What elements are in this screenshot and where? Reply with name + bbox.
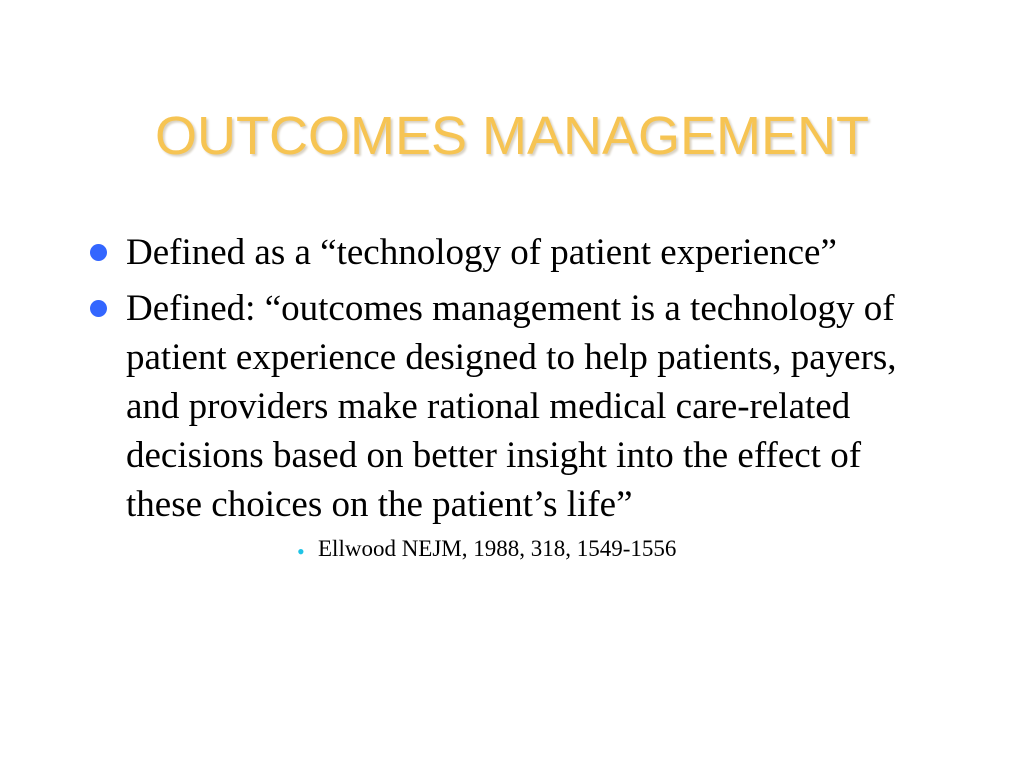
bullet-dot-icon <box>90 244 107 261</box>
slide-title: OUTCOMES MANAGEMENT <box>154 106 870 166</box>
bullet-text: Defined as a “technology of patient experience” <box>126 232 837 273</box>
bullet-text: Defined: “outcomes management is a technology of patient experience designed to help patients, payers, and providers make rational medical care-related decisions based on better insight into the effect of these choices on the patient’s life” <box>126 288 897 525</box>
bullet-item <box>88 284 948 529</box>
bullet-item <box>88 228 948 277</box>
sub-bullet-item <box>88 534 948 564</box>
sub-bullet-dot-icon: • <box>297 539 305 564</box>
slide-body <box>88 228 948 564</box>
bullet-dot-icon <box>90 300 107 317</box>
citation-text: Ellwood NEJM, 1988, 318, 1549-1556 <box>318 536 677 561</box>
